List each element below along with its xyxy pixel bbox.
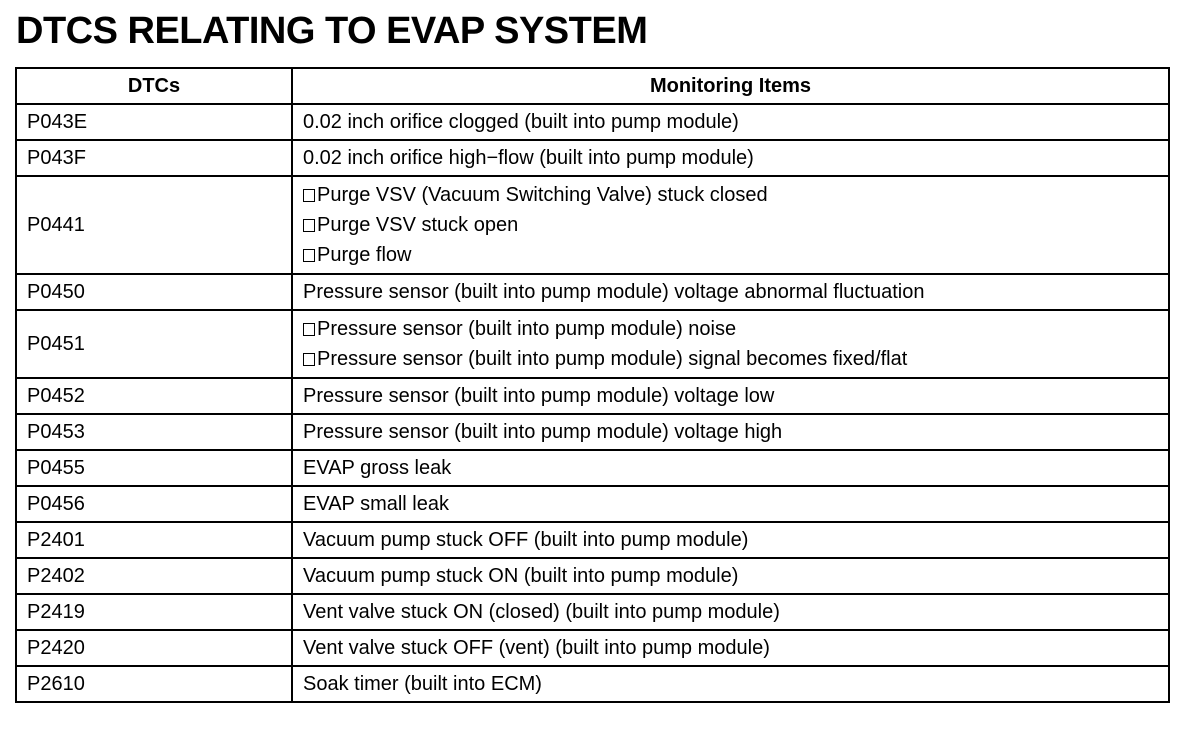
monitoring-item-text: EVAP gross leak (303, 457, 452, 479)
dtc-code-cell: P043F (16, 140, 292, 176)
dtc-code-cell: P043E (16, 104, 292, 140)
monitoring-items-cell (292, 594, 1169, 630)
dtc-code-cell: P0450 (16, 274, 292, 310)
dtc-code-cell: P2420 (16, 630, 292, 666)
monitoring-items-cell (292, 274, 1169, 310)
column-header-dtcs: DTCs (16, 68, 292, 104)
table-row (16, 176, 1169, 274)
monitoring-item (303, 633, 1158, 663)
table-row (16, 486, 1169, 522)
monitoring-items-cell (292, 414, 1169, 450)
table-row (16, 666, 1169, 702)
table-row (16, 310, 1169, 378)
dtc-code-cell: P2402 (16, 558, 292, 594)
monitoring-items-cell (292, 450, 1169, 486)
monitoring-items-cell (292, 310, 1169, 378)
monitoring-item (303, 314, 1158, 344)
monitoring-items-cell (292, 176, 1169, 274)
dtc-code-cell: P2610 (16, 666, 292, 702)
monitoring-item (303, 277, 1158, 307)
monitoring-item-text: Pressure sensor (built into pump module) voltage abnormal fluctuation (303, 281, 925, 303)
monitoring-item-text: Soak timer (built into ECM) (303, 673, 542, 695)
checkbox-bullet-icon (303, 249, 315, 262)
monitoring-item-text: Purge flow (317, 244, 412, 266)
table-row (16, 630, 1169, 666)
monitoring-item-text: 0.02 inch orifice high−flow (built into pump module) (303, 147, 754, 169)
monitoring-item-text: Vent valve stuck OFF (vent) (built into pump module) (303, 637, 770, 659)
dtc-code-cell: P2419 (16, 594, 292, 630)
table-row (16, 414, 1169, 450)
monitoring-item (303, 489, 1158, 519)
table-row (16, 140, 1169, 176)
monitoring-item (303, 669, 1158, 699)
monitoring-items-cell (292, 522, 1169, 558)
monitoring-item-text: Pressure sensor (built into pump module) voltage low (303, 385, 775, 407)
table-row (16, 594, 1169, 630)
checkbox-bullet-icon (303, 189, 315, 202)
monitoring-item-text: Purge VSV stuck open (317, 214, 519, 236)
table-header-row (16, 68, 1169, 104)
monitoring-item-text: EVAP small leak (303, 493, 449, 515)
monitoring-item (303, 597, 1158, 627)
monitoring-item (303, 143, 1158, 173)
monitoring-item (303, 107, 1158, 137)
monitoring-item-text: Pressure sensor (built into pump module) signal becomes fixed/flat (317, 348, 908, 370)
monitoring-item-text: Purge VSV (Vacuum Switching Valve) stuck closed (317, 184, 768, 206)
dtc-code-cell: P2401 (16, 522, 292, 558)
dtc-table (15, 67, 1170, 703)
checkbox-bullet-icon (303, 353, 315, 366)
monitoring-item-text: Vacuum pump stuck OFF (built into pump module) (303, 529, 749, 551)
monitoring-items-cell (292, 630, 1169, 666)
table-row (16, 274, 1169, 310)
monitoring-item (303, 417, 1158, 447)
monitoring-item (303, 344, 1158, 374)
monitoring-items-cell (292, 378, 1169, 414)
monitoring-item (303, 453, 1158, 483)
table-row (16, 558, 1169, 594)
page-title: DTCS RELATING TO EVAP SYSTEM (16, 10, 648, 52)
monitoring-items-cell (292, 104, 1169, 140)
monitoring-item-text: 0.02 inch orifice clogged (built into pump module) (303, 111, 739, 133)
table-body (16, 104, 1169, 702)
monitoring-item-text: Pressure sensor (built into pump module) noise (317, 318, 737, 340)
monitoring-items-cell (292, 140, 1169, 176)
monitoring-item-text: Vacuum pump stuck ON (built into pump module) (303, 565, 739, 587)
dtc-code-cell: P0441 (16, 176, 292, 274)
table-row (16, 522, 1169, 558)
checkbox-bullet-icon (303, 219, 315, 232)
dtc-code-cell: P0451 (16, 310, 292, 378)
monitoring-item (303, 180, 1158, 210)
table-row (16, 450, 1169, 486)
table-row (16, 378, 1169, 414)
monitoring-items-cell (292, 558, 1169, 594)
monitoring-item (303, 561, 1158, 591)
dtc-code-cell: P0456 (16, 486, 292, 522)
monitoring-item (303, 240, 1158, 270)
dtc-code-cell: P0452 (16, 378, 292, 414)
monitoring-item-text: Pressure sensor (built into pump module) voltage high (303, 421, 783, 443)
monitoring-items-cell (292, 666, 1169, 702)
checkbox-bullet-icon (303, 323, 315, 336)
table-row (16, 104, 1169, 140)
monitoring-item (303, 210, 1158, 240)
monitoring-item-text: Vent valve stuck ON (closed) (built into pump module) (303, 601, 780, 623)
column-header-monitoring-items: Monitoring Items (292, 68, 1169, 104)
dtc-code-cell: P0453 (16, 414, 292, 450)
monitoring-items-cell (292, 486, 1169, 522)
monitoring-item (303, 381, 1158, 411)
monitoring-item (303, 525, 1158, 555)
dtc-code-cell: P0455 (16, 450, 292, 486)
